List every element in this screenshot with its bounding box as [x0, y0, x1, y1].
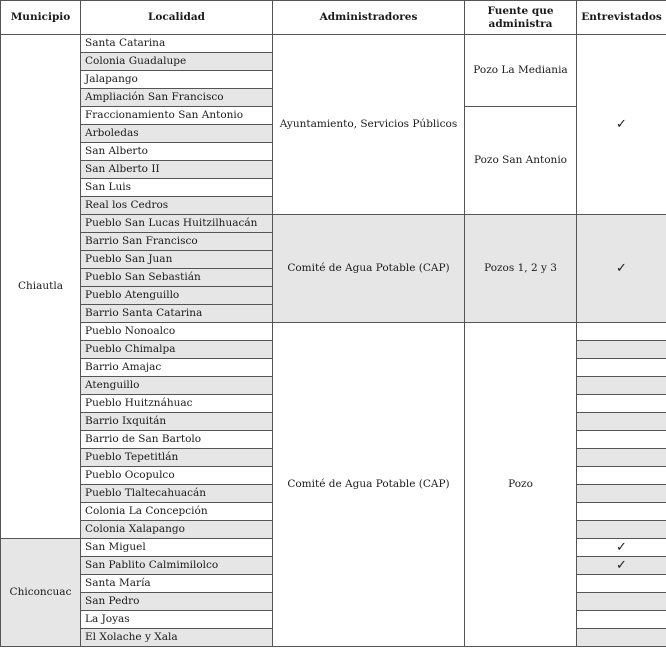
entrevistados-cell: [577, 521, 666, 539]
administrador-cell: Ayuntamiento, Servicios Públicos: [273, 35, 465, 215]
localidad-cell: Barrio de San Bartolo: [81, 431, 273, 449]
header-fuente: Fuente que administra: [465, 1, 577, 35]
localidad-cell: Pueblo Tepetitlán: [81, 449, 273, 467]
fuente-cell: Pozos 1, 2 y 3: [465, 215, 577, 323]
localidad-cell: Jalapango: [81, 71, 273, 89]
check-icon: ✓: [577, 557, 666, 575]
localidad-cell: Ampliación San Francisco: [81, 89, 273, 107]
localidad-cell: Arboledas: [81, 125, 273, 143]
localidad-cell: San Pablito Calmimilolco: [81, 557, 273, 575]
localidad-cell: Pueblo Atenguillo: [81, 287, 273, 305]
localidad-cell: San Alberto II: [81, 161, 273, 179]
fuente-cell: Pozo La Mediania: [465, 35, 577, 107]
entrevistados-cell: [577, 629, 666, 647]
entrevistados-cell: [577, 575, 666, 593]
entrevistados-cell: [577, 431, 666, 449]
entrevistados-cell: [577, 377, 666, 395]
entrevistados-cell: [577, 341, 666, 359]
entrevistados-cell: [577, 611, 666, 629]
entrevistados-cell: [577, 323, 666, 341]
localidad-cell: Santa María: [81, 575, 273, 593]
localidad-cell: La Joyas: [81, 611, 273, 629]
localidad-cell: Santa Catarina: [81, 35, 273, 53]
localidad-cell: Colonia La Concepción: [81, 503, 273, 521]
localidad-cell: Pueblo San Lucas Huitzilhuacán: [81, 215, 273, 233]
header-entrevistados: Entrevistados: [577, 1, 666, 35]
header-row: [1, 1, 666, 35]
municipio-cell: Chiautla: [1, 35, 81, 539]
localidad-cell: Barrio San Francisco: [81, 233, 273, 251]
localidad-cell: Pueblo San Juan: [81, 251, 273, 269]
check-icon: ✓: [577, 539, 666, 557]
localidad-cell: San Luis: [81, 179, 273, 197]
localidad-cell: Pueblo Tlaltecahuacán: [81, 485, 273, 503]
header-localidad: Localidad: [81, 1, 273, 35]
entrevistados-cell: [577, 467, 666, 485]
localidad-cell: Barrio Santa Catarina: [81, 305, 273, 323]
fuente-cell: Pozo: [465, 323, 577, 647]
entrevistados-cell: [577, 449, 666, 467]
localidad-cell: Pueblo San Sebastián: [81, 269, 273, 287]
check-icon: ✓: [577, 35, 666, 215]
fuente-cell: Pozo San Antonio: [465, 107, 577, 215]
table-row: [1, 35, 666, 53]
localidad-cell: Colonia Guadalupe: [81, 53, 273, 71]
entrevistados-cell: [577, 485, 666, 503]
entrevistados-cell: [577, 593, 666, 611]
entrevistados-cell: [577, 359, 666, 377]
localidad-cell: Real los Cedros: [81, 197, 273, 215]
header-municipio: Municipio: [1, 1, 81, 35]
administrador-cell: Comité de Agua Potable (CAP): [273, 323, 465, 647]
municipio-cell: Chiconcuac: [1, 539, 81, 647]
entrevistados-cell: [577, 503, 666, 521]
table-row: [1, 323, 666, 341]
entrevistados-cell: [577, 413, 666, 431]
localidad-cell: Barrio Ixquitán: [81, 413, 273, 431]
localidad-cell: San Pedro: [81, 593, 273, 611]
localidad-cell: Barrio Amajac: [81, 359, 273, 377]
localidad-cell: Pueblo Nonoalco: [81, 323, 273, 341]
localidad-cell: Pueblo Ocopulco: [81, 467, 273, 485]
localidad-cell: Atenguillo: [81, 377, 273, 395]
localidad-cell: Pueblo Huitznáhuac: [81, 395, 273, 413]
check-icon: ✓: [577, 215, 666, 323]
localidad-cell: El Xolache y Xala: [81, 629, 273, 647]
localidad-cell: San Miguel: [81, 539, 273, 557]
entrevistados-cell: [577, 395, 666, 413]
localidad-cell: Fraccionamiento San Antonio: [81, 107, 273, 125]
administrador-cell: Comité de Agua Potable (CAP): [273, 215, 465, 323]
localidad-cell: Pueblo Chimalpa: [81, 341, 273, 359]
header-administradores: Administradores: [273, 1, 465, 35]
localidad-cell: San Alberto: [81, 143, 273, 161]
table-row: [1, 215, 666, 233]
localidad-cell: Colonia Xalapango: [81, 521, 273, 539]
